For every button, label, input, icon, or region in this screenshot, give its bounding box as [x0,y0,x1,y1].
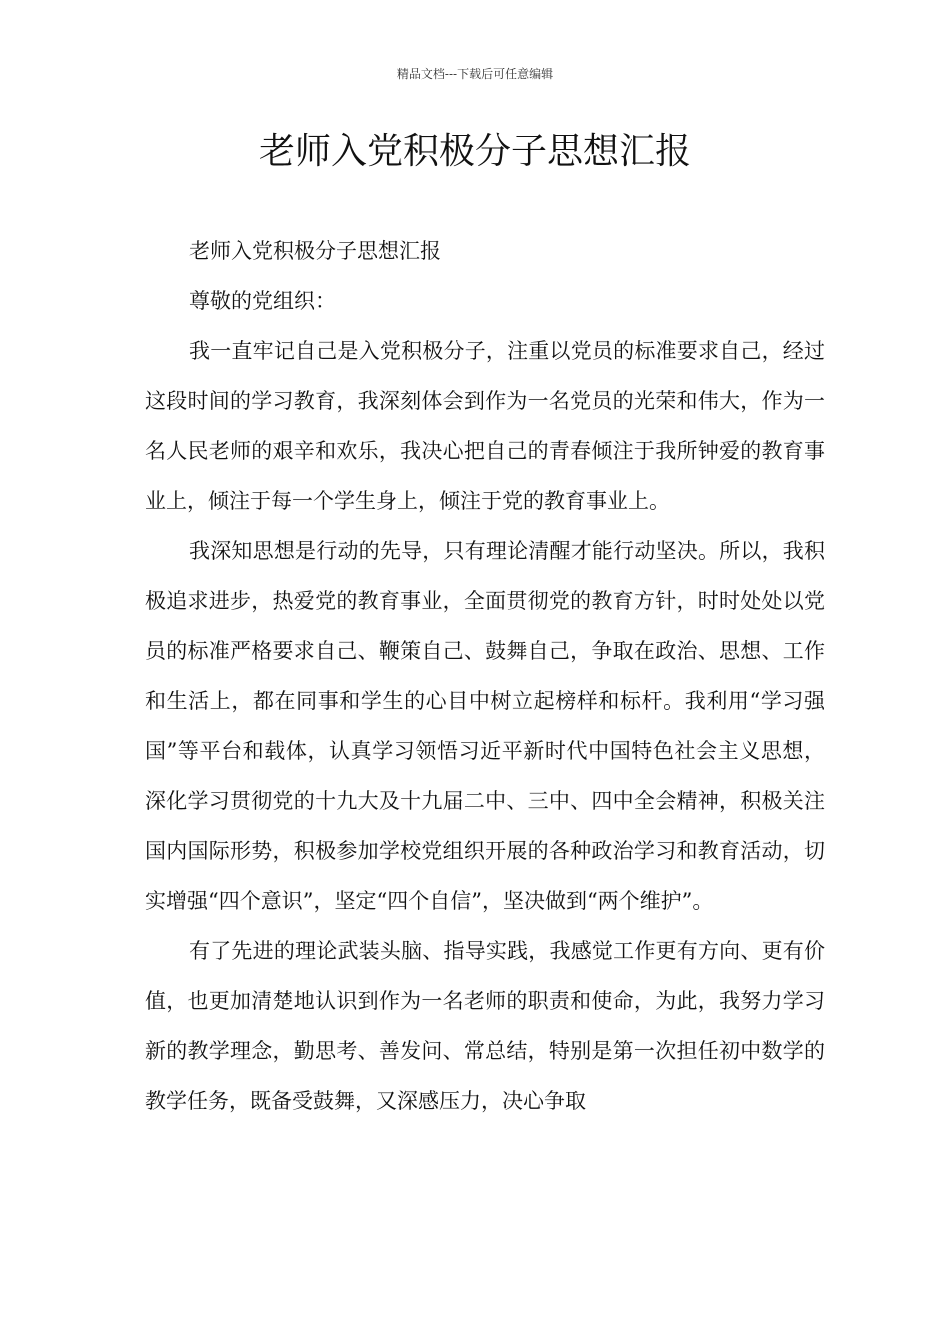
paragraph-3: 有了先进的理论武装头脑、指导实践，我感觉工作更有方向、更有价值，也更加清楚地认识到作为一名老师的职责和使命，为此，我努力学习新的教学理念，勤思考、善发问、常总结，特别是第一次担任初中数学的教学任务，既备受鼓舞，又深感压力，决心争取 [145,939,825,1113]
paragraph-1: 我一直牢记自己是入党积极分子，注重以党员的标准要求自己，经过这段时间的学习教育，我深刻体会到作为一名党员的光荣和伟大，作为一名人民老师的艰辛和欢乐，我决心把自己的青春倾注于我所钟爱的教育事业上，倾注于每一个学生身上，倾注于党的教育事业上。 [145,339,825,513]
paragraph-salutation: 尊敬的党组织： [189,289,336,313]
header-note: 精品文档---下载后可任意编辑 [396,67,554,81]
document-title: 老师入党积极分子思想汇报 [258,131,691,172]
paragraph-subtitle: 老师入党积极分子思想汇报 [189,239,441,263]
document-body [145,226,825,1126]
paragraph-2: 我深知思想是行动的先导，只有理论清醒才能行动坚决。所以，我积极追求进步，热爱党的教育事业，全面贯彻党的教育方针，时时处处以党员的标准严格要求自己、鞭策自己、鼓舞自己，争取在政治、思想、工作和生活上，都在同事和学生的心目中树立起榜样和标杆。我利用“学习强国”等平台和载体，认真学习领悟习近平新时代中国特色社会主义思想，深化学习贯彻党的十九大及十九届二中、三中、四中全会精神，积极关注国内国际形势，积极参加学校党组织开展的各种政治学习和教育活动，切实增强“四个意识”，坚定“四个自信”，坚决做到“两个维护”。 [145,539,825,913]
